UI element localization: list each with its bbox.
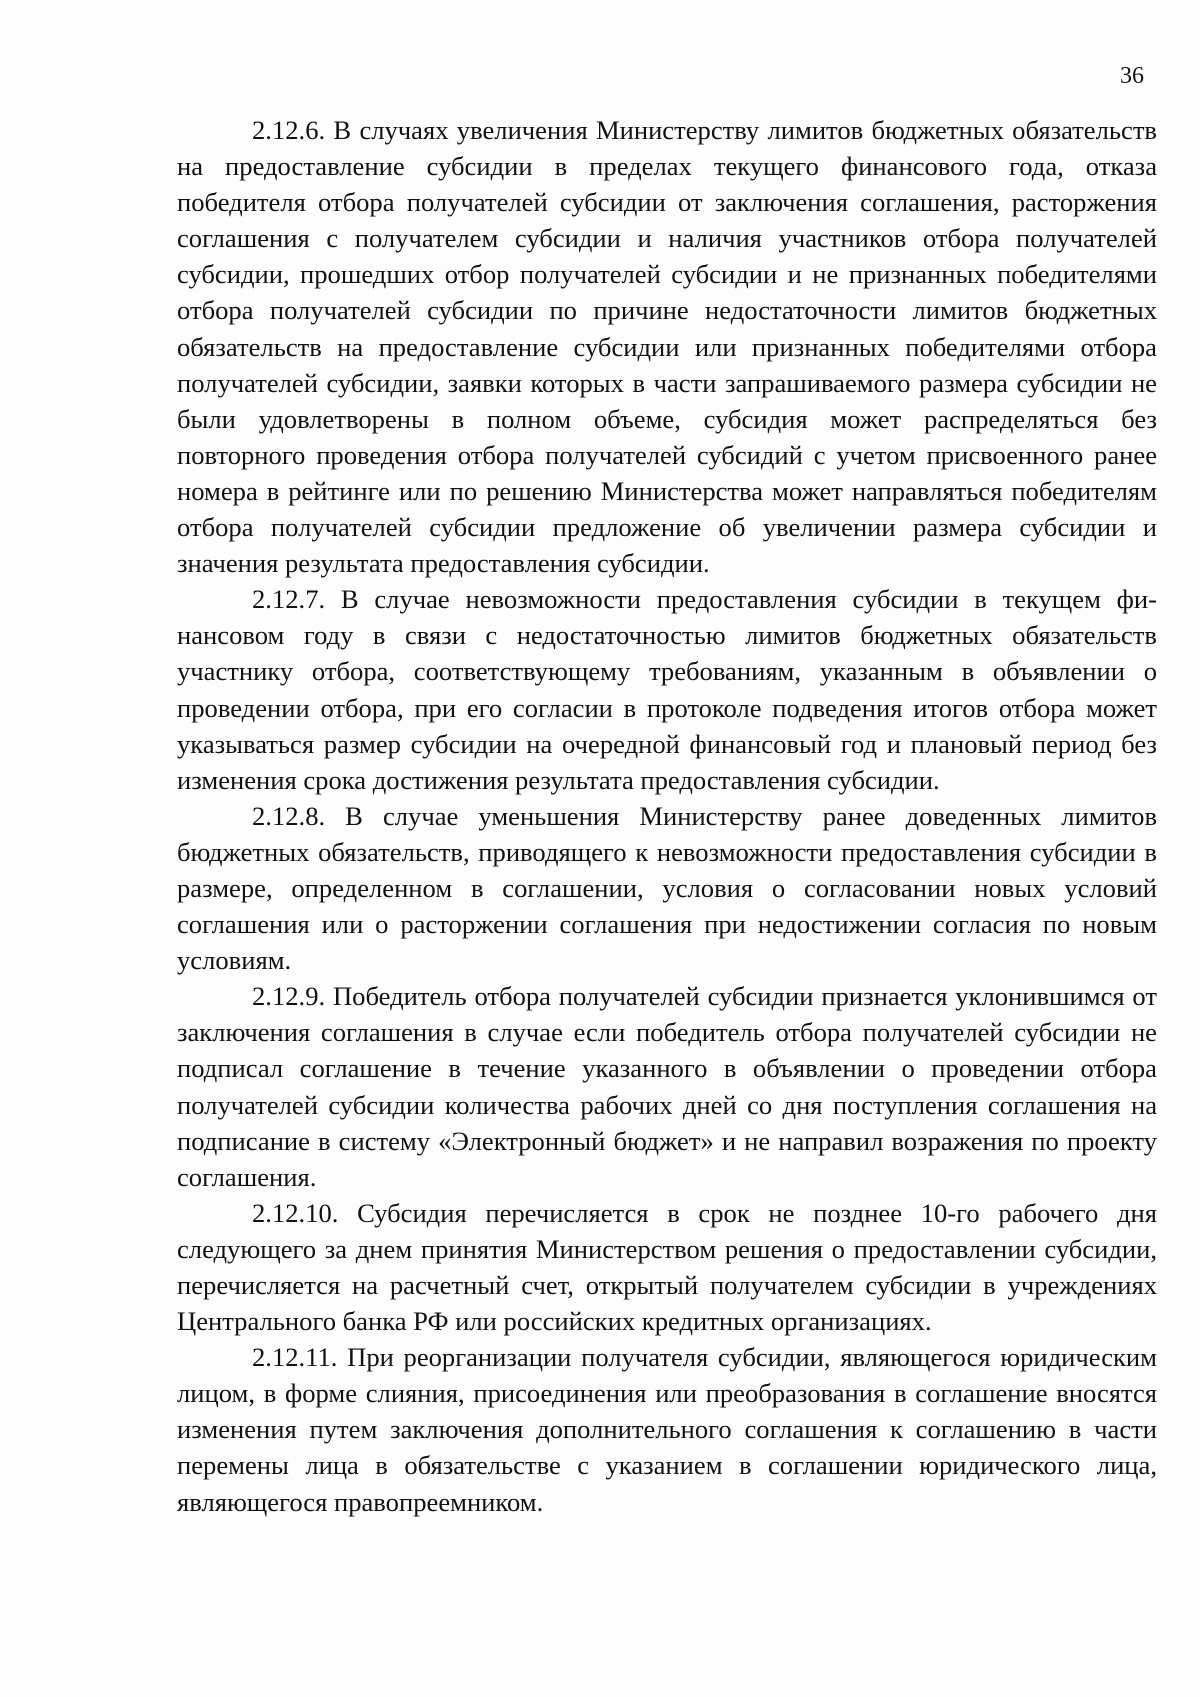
- page-number: 36: [1120, 63, 1144, 89]
- paragraph-2-12-6: 2.12.6. В случаях увеличения Министерству лимитов бюджетных обязательств на предоставление субсидии в пределах текущего финансового года, отказа победителя отбора получателей субсидии от заключения соглашения, расторжения соглашения с получателем субсидии и наличия участников отбора получателей субсидии, прошедших отбор получателей субсидии и не признанных победителями отбора получателей субсидии по причине недостаточности лимитов бюджетных обязательств на предоставление субсидии или признанных победителями отбора получателей субсидии, заявки которых в части запрашиваемого размера субсидии не были удовлетворены в полном объеме, субсидия может распределяться без повторного проведения отбора получателей субсидий с учетом присвоенного ранее номера в рейтинге или по решению Министерства может направляться победителям отбора получателей субсидии предложение об увеличении размера субсидии и значения результата предоставления субсидии.: [177, 115, 1157, 579]
- paragraph-2-12-7: 2.12.7. В случае невозможности предоставления субсидии в текущем финансовом году в связи с недостаточностью лимитов бюджетных обязательств участнику отбора, соответствующему требованиям, указанным в объявлении о проведении отбора, при его согласии в протоколе подведения итогов отбора может указываться размер субсидии на очередной финансовый год и плановый период без изменения срока достижения результата предоставления субсидии.: [177, 584, 1157, 795]
- paragraph-2-12-10: 2.12.10. Субсидия перечисляется в срок не позднее 10-го рабочего дня следующего за днем принятия Министерством решения о предоставлении субсидии, перечисляется на расчетный счет, открытый получателем субсидии в учреждениях Центрального банка РФ или российских кредитных организациях.: [177, 1197, 1157, 1337]
- paragraph-2-12-9: 2.12.9. Победитель отбора получателей субсидии признается уклонившимся от заключения соглашения в случае если победитель отбора получателей субсидии не подписал соглашение в течение указанного в объявлении о проведении отбора получателей субсидии количества рабочих дней со дня поступления соглашения на подписание в систему «Электронный бюджет» и не направил возражения по проекту соглашения.: [177, 981, 1157, 1192]
- document-body: [177, 112, 1157, 1520]
- paragraph-2-12-11: 2.12.11. При реорганизации получателя субсидии, являющегося юридическим лицом, в форме слияния, присоединения или преобразования в соглашение вносятся изменения путем заключения дополнительного соглашения к соглашению в части перемены лица в обязательстве с указанием в соглашении юридического лица, являющегося правопреемником.: [177, 1342, 1157, 1517]
- paragraph-2-12-8: 2.12.8. В случае уменьшения Министерству ранее доведенных лимитов бюджетных обязательств, приводящего к невозможности предоставления субсидии в размере, определенном в соглашении, условия о согласовании новых условий соглашения или о расторжении соглашения при недостижении согласия по новым условиям.: [177, 800, 1157, 976]
